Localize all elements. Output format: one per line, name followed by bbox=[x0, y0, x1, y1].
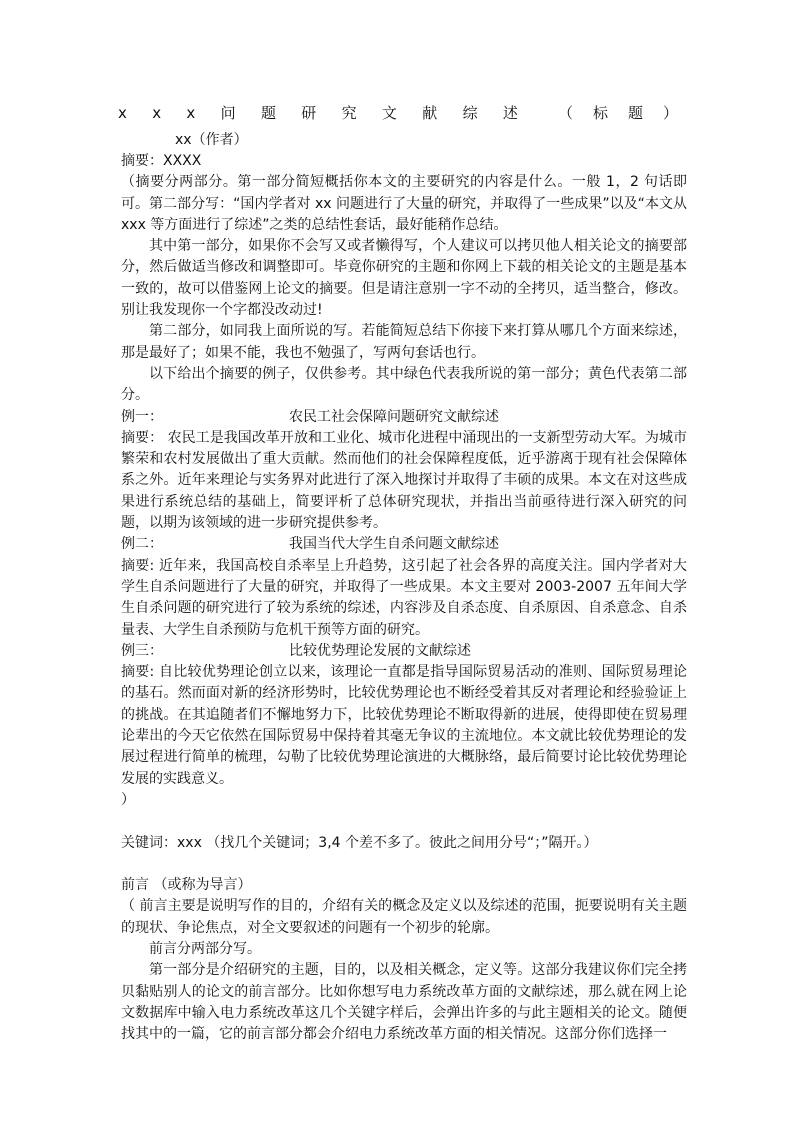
example-1-label: 例一： bbox=[121, 408, 163, 425]
title-char: x bbox=[152, 104, 162, 122]
example-1-heading bbox=[121, 407, 687, 428]
preface-heading: 前言 （或称为导言） bbox=[121, 877, 252, 894]
example-3-body: 摘要: 自比较优势理论创立以来，该理论一直都是指导国际贸易活动的准则、国际贸易理论的基石。然而面对新的经济形势时，比较优势理论也不断经受着其反对者理论和经验验证上的挑战。在其追随者们不懈地努力下，比较优势理论不断取得新的进展，使得即使在贸易理论辈出的今天它依然在国际贸易中保持着其毫无争议的主流地位。本文就比较优势理论的发展过程进行简单的梳理，勾勒了比较优势理论演进的大概脉络，最后简要讨论比较优势理论发展的实践意义。 bbox=[121, 664, 687, 787]
title-sub-char: （ bbox=[558, 104, 574, 122]
abstract-paragraph-4: 以下给出个摘要的例子，仅供参考。其中绿色代表我所说的第一部分；黄色代表第二部分。 bbox=[121, 365, 687, 404]
title-char: 研 bbox=[301, 104, 317, 122]
abstract-label: 摘要：XXXX bbox=[121, 153, 202, 169]
title-char: 究 bbox=[341, 104, 357, 122]
example-1-body: 摘要： 农民工是我国改革开放和工业化、城市化进程中涌现出的一支新型劳动大军。为城市繁荣和农村发展做出了重大贡献。然而他们的社会保障程度低，近乎游离于现有社会保障体系之外。近年来理论与实务界对此进行了深入地探讨并取得了丰硕的成果。本文在对这些成果进行系统总结的基础上，简要评析了总体研究现状，并指出当前亟待进行深入研究的问题，以期为该领域的进一步研究提供参考。 bbox=[121, 429, 687, 532]
title-char: 文 bbox=[381, 104, 397, 122]
title-sub-char: 题 bbox=[627, 104, 643, 122]
title-main bbox=[118, 101, 558, 125]
title-char: 述 bbox=[502, 104, 518, 122]
document-title bbox=[118, 101, 678, 125]
title-char: 问 bbox=[220, 104, 236, 122]
spacer bbox=[121, 854, 687, 875]
title-sub-char: 标 bbox=[592, 104, 608, 122]
title-char: 献 bbox=[422, 104, 438, 122]
document-body bbox=[121, 151, 687, 1045]
title-char: x bbox=[186, 104, 196, 122]
example-2-label: 例二： bbox=[121, 536, 163, 553]
title-sub-char: ） bbox=[662, 104, 678, 122]
example-3-heading bbox=[121, 641, 687, 662]
example-3-title: 比较优势理论发展的文献综述 bbox=[289, 642, 471, 659]
abstract-paragraph-2: 其中第一部分，如果你不会写又或者懒得写，个人建议可以拷贝他人相关论文的摘要部分，然后做适当修改和调整即可。毕竟你研究的主题和你网上下载的相关论文的主题是基本一致的，故可以借鉴网上论文的摘要。但是请注意别一字不动的全拷贝，适当整合，修改。别让我发现你一个字都没改动过! bbox=[121, 238, 687, 319]
preface-paragraph-1: （ 前言主要是说明写作的目的，介绍有关的概念及定义以及综述的范围，扼要说明有关主题的现状、争论焦点，对全文要叙述的问题有一个初步的轮廓。 bbox=[121, 898, 687, 936]
abstract-paragraph-1: （摘要分两部分。第一部分简短概括你本文的主要研究的内容是什么。一般 1，2 句话即可。第二部分写：“国内学者对 xx 问题进行了大量的研究，并取得了一些成果”以及“本文从 xxx 等方面进行了综述”之类的总结性套话，最好能稍作总结。 bbox=[121, 174, 687, 233]
title-char: 综 bbox=[462, 104, 478, 122]
example-2-heading bbox=[121, 534, 687, 555]
close-paren: ） bbox=[121, 791, 135, 808]
title-char: 题 bbox=[260, 104, 276, 122]
example-1-title: 农民工社会保障问题研究文献综述 bbox=[289, 408, 499, 425]
keywords-line: 关键词：xxx （找几个关键词；3,4 个差不多了。彼此之间用分号“；”隔开。） bbox=[121, 834, 598, 851]
spacer bbox=[121, 811, 687, 832]
abstract-paragraph-3: 第二部分，如同我上面所说的写。若能简短总结下你接下来打算从哪几个方面来综述，那是最好了；如果不能，我也不勉强了，写两句套话也行。 bbox=[121, 323, 687, 361]
author-line: xx（作者） bbox=[175, 132, 248, 148]
preface-paragraph-3: 第一部分是介绍研究的主题，目的，以及相关概念，定义等。这部分我建议你们完全拷贝黏贴别人的论文的前言部分。比如你想写电力系统改革方面的文献综述，那么就在网上论文数据库中输入电力系统改革这几个关键字样后，会弹出许多的与此主题相关的论文。随便找其中的一篇，它的前言部分都会介绍电力系统改革方面的相关情况。这部分你们选择一 bbox=[121, 962, 687, 1043]
example-3-label: 例三： bbox=[121, 642, 163, 659]
example-2-title: 我国当代大学生自杀问题文献综述 bbox=[289, 536, 499, 553]
example-2-body: 摘要: 近年来，我国高校自杀率呈上升趋势，这引起了社会各界的高度关注。国内学者对大学生自杀问题进行了大量的研究，并取得了一些成果。本文主要对 2003-2007 五年间大学生自杀问题的研究进行了较为系统的综述，内容涉及自杀态度、自杀原因、自杀意念、自杀量表、大学生自杀预防与危机干预等方面的研究。 bbox=[121, 557, 687, 638]
title-char: x bbox=[118, 104, 127, 122]
preface-paragraph-2: 前言分两部分写。 bbox=[149, 940, 261, 957]
title-subtitle bbox=[558, 101, 678, 125]
